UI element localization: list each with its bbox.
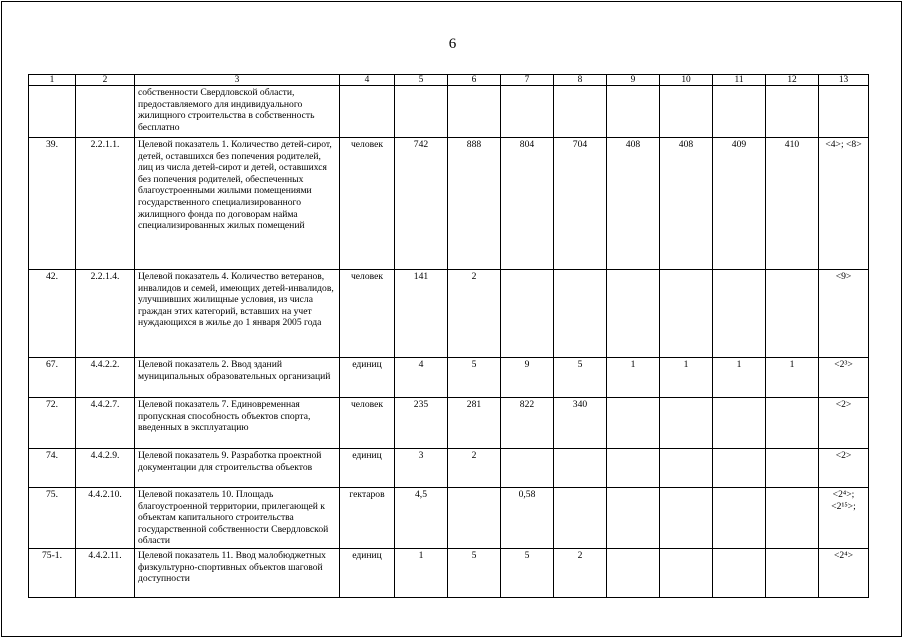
value-cell: 4,5 [395, 488, 448, 549]
row-description: Целевой показатель 1. Количество детей-сирот, детей, оставшихся без попечения родителей, лиц из числа детей-сирот и детей, оставшихся без попечения родителей, обеспеченных благоустроенными жилыми помещениями государственного специализированного жилищного фонда по договорам найма специализированных жилых помещений [135, 138, 340, 270]
value-cell [448, 488, 501, 549]
value-cell: 2 [448, 270, 501, 358]
value-cell [766, 86, 819, 138]
value-cell [607, 398, 660, 449]
row-number: 75-1. [29, 548, 76, 597]
value-cell: 5 [501, 548, 554, 597]
row-code: 4.4.2.10. [76, 488, 135, 549]
note-cell: <2> [819, 398, 869, 449]
value-cell: 408 [607, 138, 660, 270]
indicator-table [28, 74, 869, 598]
header-cell: 12 [766, 75, 819, 86]
value-cell [554, 270, 607, 358]
row-number: 39. [29, 138, 76, 270]
value-cell [660, 548, 713, 597]
value-cell [766, 548, 819, 597]
value-cell: 704 [554, 138, 607, 270]
value-cell: 9 [501, 358, 554, 398]
row-number: 42. [29, 270, 76, 358]
row-code: 4.4.2.2. [76, 358, 135, 398]
value-cell: 141 [395, 270, 448, 358]
row-number [29, 86, 76, 138]
header-cell: 11 [713, 75, 766, 86]
value-cell [660, 270, 713, 358]
header-cell: 5 [395, 75, 448, 86]
row-unit: единиц [340, 358, 395, 398]
value-cell: 410 [766, 138, 819, 270]
row-description: Целевой показатель 11. Ввод малобюджетных физкультурно-спортивных объектов шаговой доступности [135, 548, 340, 597]
note-cell [819, 86, 869, 138]
value-cell: 1 [766, 358, 819, 398]
value-cell [713, 86, 766, 138]
header-cell: 4 [340, 75, 395, 86]
value-cell: 281 [448, 398, 501, 449]
value-cell: 5 [448, 358, 501, 398]
table-row [29, 398, 869, 449]
header-cell: 7 [501, 75, 554, 86]
row-code [76, 86, 135, 138]
row-unit: единиц [340, 449, 395, 488]
header-cell: 2 [76, 75, 135, 86]
header-row [29, 75, 869, 86]
header-cell: 9 [607, 75, 660, 86]
value-cell: 2 [448, 449, 501, 488]
header-cell: 13 [819, 75, 869, 86]
table-row [29, 138, 869, 270]
value-cell [607, 449, 660, 488]
value-cell [501, 270, 554, 358]
header-cell: 10 [660, 75, 713, 86]
row-number: 75. [29, 488, 76, 549]
row-unit: гектаров [340, 488, 395, 549]
value-cell [713, 488, 766, 549]
value-cell [501, 86, 554, 138]
value-cell: 2 [554, 548, 607, 597]
value-cell [448, 86, 501, 138]
row-code: 4.4.2.9. [76, 449, 135, 488]
value-cell [554, 449, 607, 488]
value-cell: 409 [713, 138, 766, 270]
value-cell [713, 449, 766, 488]
value-cell [395, 86, 448, 138]
value-cell [607, 86, 660, 138]
value-cell [766, 449, 819, 488]
value-cell [660, 398, 713, 449]
header-cell: 3 [135, 75, 340, 86]
value-cell: 742 [395, 138, 448, 270]
value-cell [660, 86, 713, 138]
row-description: Целевой показатель 7. Единовременная пропускная способность объектов спорта, введенных в эксплуатацию [135, 398, 340, 449]
value-cell [554, 86, 607, 138]
value-cell [713, 398, 766, 449]
header-cell: 6 [448, 75, 501, 86]
value-cell: 1 [607, 358, 660, 398]
value-cell [607, 548, 660, 597]
note-cell: <4>; <8> [819, 138, 869, 270]
value-cell [766, 270, 819, 358]
table-row [29, 488, 869, 549]
header-cell: 8 [554, 75, 607, 86]
value-cell [501, 449, 554, 488]
value-cell: 1 [713, 358, 766, 398]
value-cell: 408 [660, 138, 713, 270]
value-cell [660, 449, 713, 488]
value-cell: 888 [448, 138, 501, 270]
row-code: 2.2.1.1. [76, 138, 135, 270]
note-cell: <2³> [819, 358, 869, 398]
value-cell: 822 [501, 398, 554, 449]
row-code: 2.2.1.4. [76, 270, 135, 358]
page-number: 6 [448, 36, 457, 52]
value-cell: 5 [554, 358, 607, 398]
note-cell: <9> [819, 270, 869, 358]
row-description: Целевой показатель 4. Количество ветеранов, инвалидов и семей, имеющих детей-инвалидов, улучшивших жилищные условия, из числа граждан этих категорий, вставших на учет нуждающихся в жилье до 1 января 2005 года [135, 270, 340, 358]
note-cell: <2> [819, 449, 869, 488]
value-cell [766, 398, 819, 449]
row-unit: человек [340, 138, 395, 270]
row-unit: человек [340, 398, 395, 449]
value-cell: 4 [395, 358, 448, 398]
value-cell: 5 [448, 548, 501, 597]
value-cell [766, 488, 819, 549]
value-cell: 1 [395, 548, 448, 597]
row-code: 4.4.2.11. [76, 548, 135, 597]
row-code: 4.4.2.7. [76, 398, 135, 449]
row-description: Целевой показатель 2. Ввод зданий муниципальных образовательных организаций [135, 358, 340, 398]
value-cell: 340 [554, 398, 607, 449]
row-description: собственности Свердловской области, предоставляемого для индивидуального жилищного строительства в собственность бесплатно [135, 86, 340, 138]
row-description: Целевой показатель 9. Разработка проектной документации для строительства объектов [135, 449, 340, 488]
row-unit [340, 86, 395, 138]
value-cell [713, 548, 766, 597]
value-cell [607, 270, 660, 358]
value-cell: 0,58 [501, 488, 554, 549]
value-cell: 235 [395, 398, 448, 449]
value-cell [660, 488, 713, 549]
header-cell: 1 [29, 75, 76, 86]
table-row [29, 449, 869, 488]
value-cell: 3 [395, 449, 448, 488]
table-row [29, 270, 869, 358]
value-cell [554, 488, 607, 549]
row-unit: единиц [340, 548, 395, 597]
row-number: 67. [29, 358, 76, 398]
note-cell: <2⁴> [819, 548, 869, 597]
table-row [29, 86, 869, 138]
table-row [29, 548, 869, 597]
value-cell [607, 488, 660, 549]
note-cell: <2⁴>; <2¹⁵>; [819, 488, 869, 549]
row-number: 74. [29, 449, 76, 488]
value-cell: 804 [501, 138, 554, 270]
table-row [29, 358, 869, 398]
row-description: Целевой показатель 10. Площадь благоустроенной территории, прилегающей к объектам капитального строительства государственной собственности Свердловской области [135, 488, 340, 549]
value-cell [713, 270, 766, 358]
value-cell: 1 [660, 358, 713, 398]
row-unit: человек [340, 270, 395, 358]
row-number: 72. [29, 398, 76, 449]
